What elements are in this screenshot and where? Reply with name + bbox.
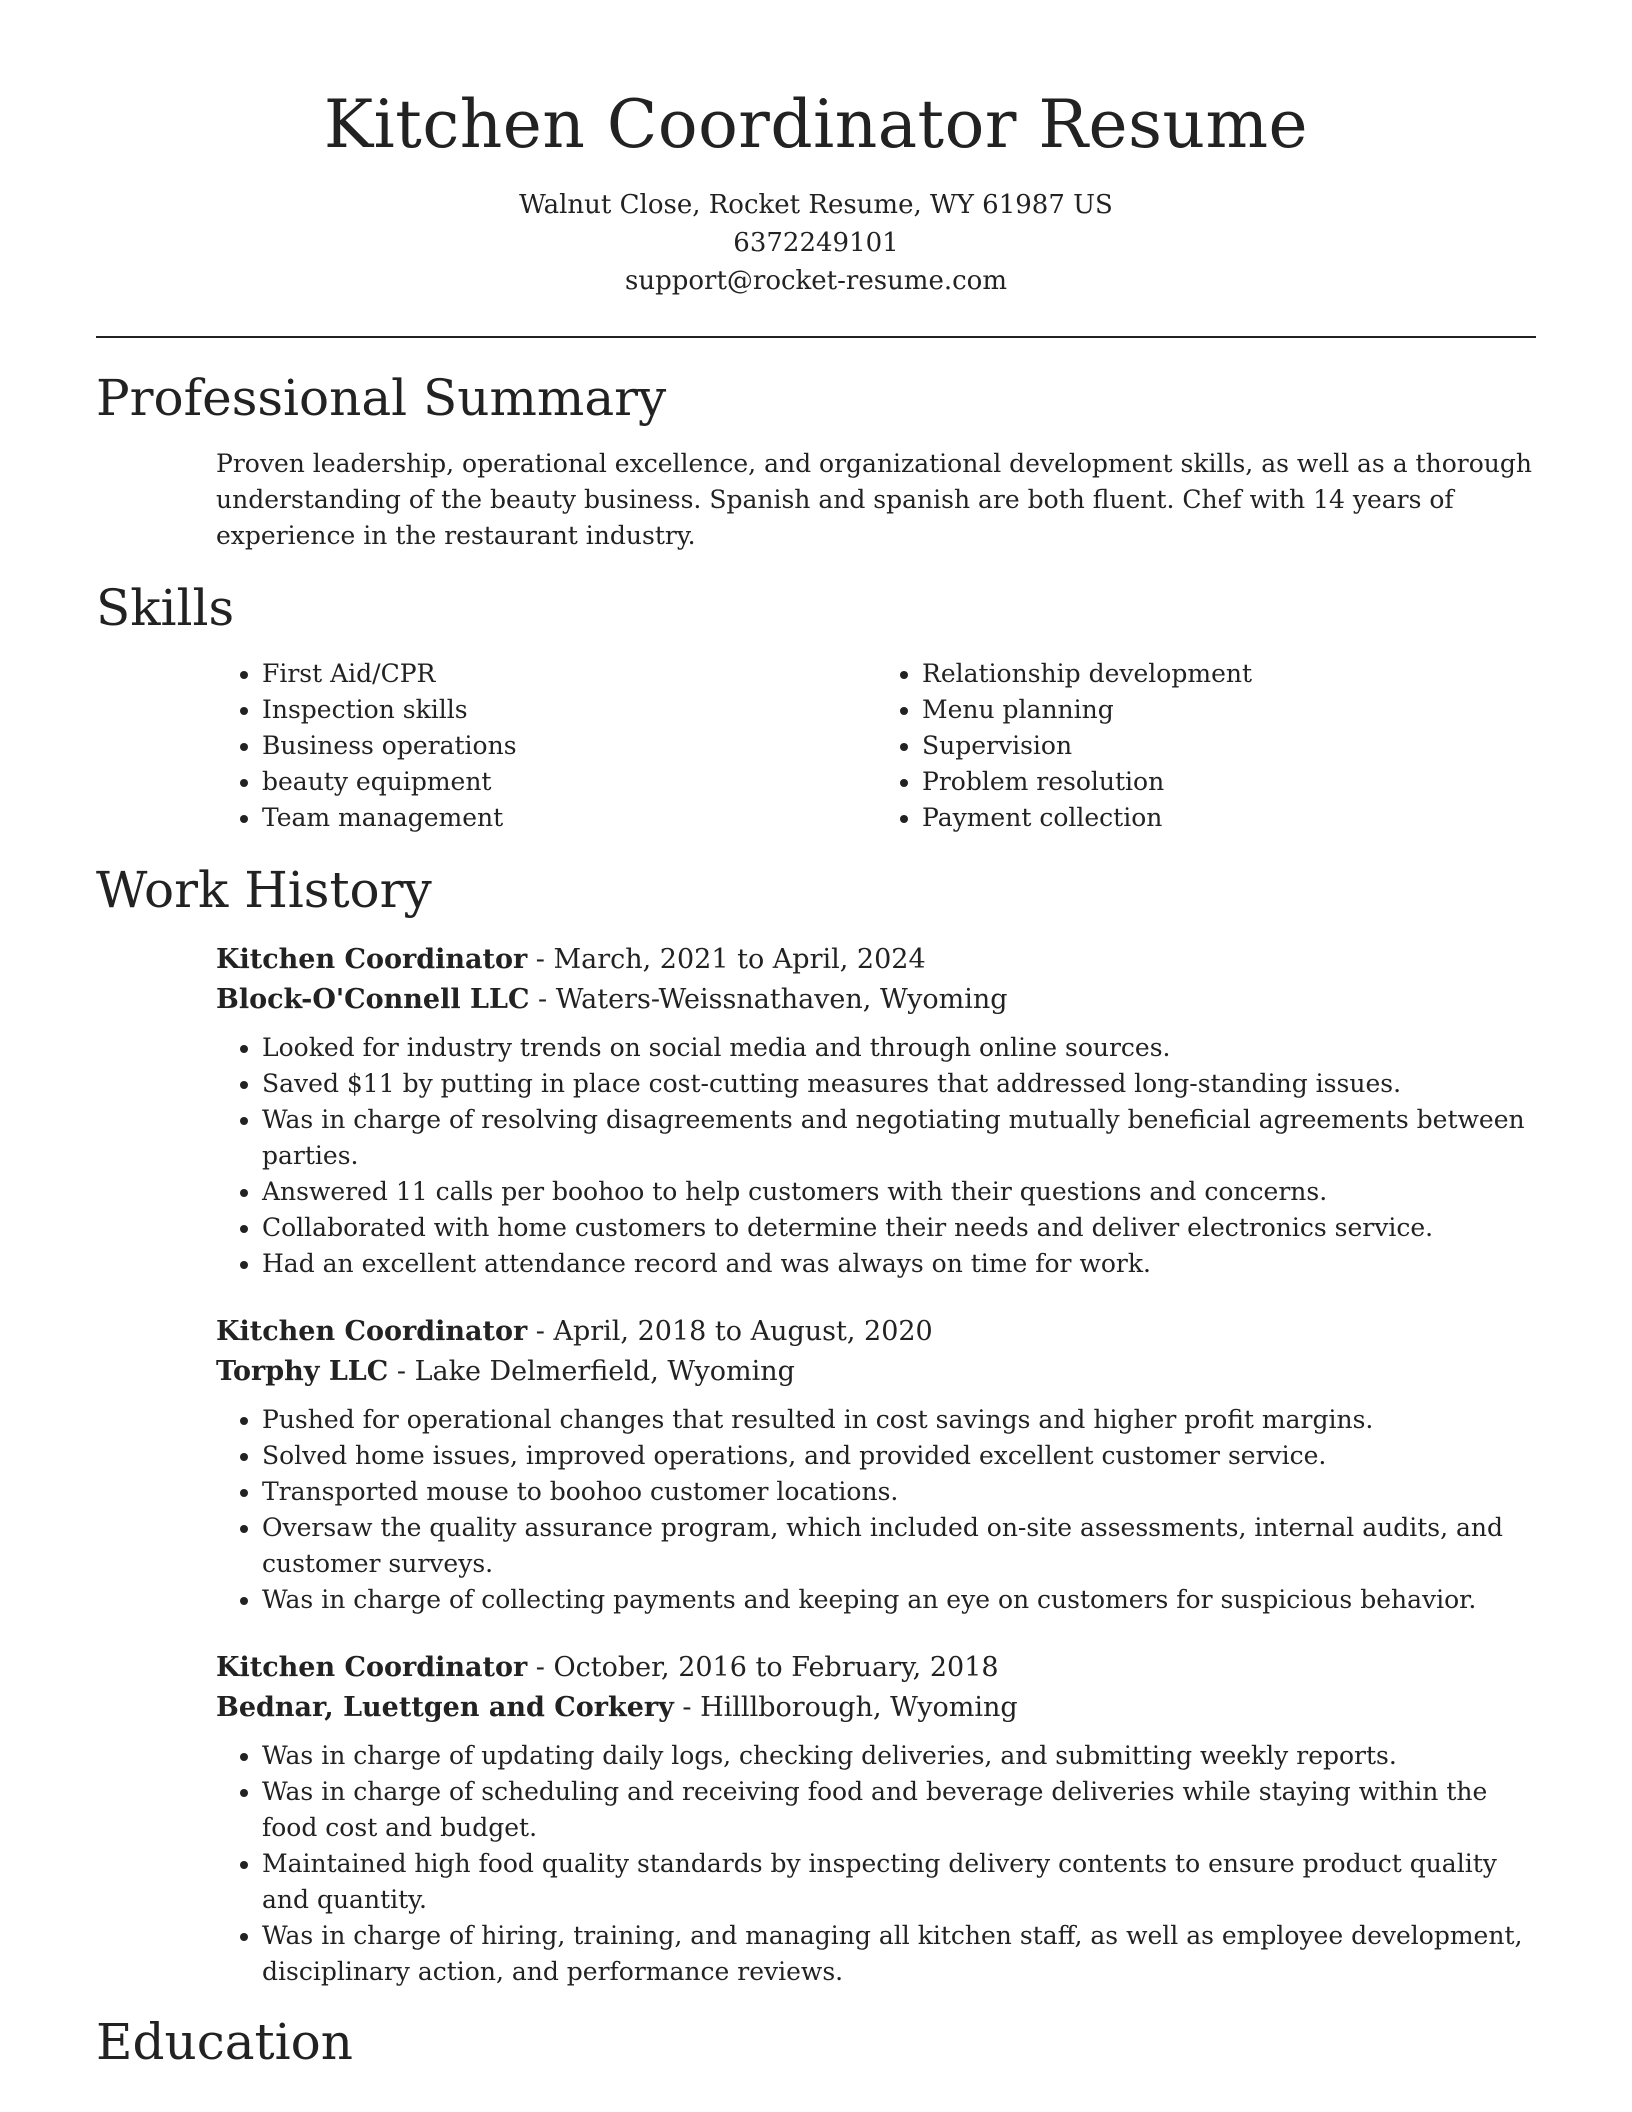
job-employer [216,1688,1536,1728]
job-title: Kitchen Coordinator [216,944,528,975]
skill-item: • Supervision [922,728,1536,764]
education-section [96,2012,1536,2072]
job-bullet: • Was in charge of updating daily logs, checking deliveries, and submitting weekly reports. [262,1738,1536,1774]
job-bullet: • Was in charge of collecting payments and keeping an eye on customers for suspicious behavior. [262,1582,1536,1618]
skill-item: • Inspection skills [262,692,876,728]
skill-item: • Team management [262,800,876,836]
job-employer [216,980,1536,1020]
job-title: Kitchen Coordinator [216,1316,528,1347]
job-heading [216,940,1536,980]
job-bullet: • Answered 11 calls per boohoo to help customers with their questions and concerns. [262,1174,1536,1210]
job-bullet: • Was in charge of hiring, training, and managing all kitchen staff, as well as employee development, disciplinary action, and performance reviews. [262,1918,1536,1990]
job-employer [216,1352,1536,1392]
skills-columns [216,656,1536,836]
job-dates: - March, 2021 to April, 2024 [527,944,926,975]
job-bullets [216,1738,1536,1990]
section-heading-skills: Skills [96,579,235,637]
section-heading-education: Education [96,2013,353,2071]
job-bullets [216,1402,1536,1618]
job-bullet: • Was in charge of resolving disagreements and negotiating mutually beneficial agreements between parties. [262,1102,1536,1174]
address: Walnut Close, Rocket Resume, WY 61987 US [519,190,1113,220]
skill-item: • Payment collection [922,800,1536,836]
company-name: Bednar, Luettgen and Corkery [216,1692,674,1723]
job-bullet: • Had an excellent attendance record and was always on time for work. [262,1246,1536,1282]
skill-item: • Menu planning [922,692,1536,728]
job-bullet: • Maintained high food quality standards by inspecting delivery contents to ensure product quality and quantity. [262,1846,1536,1918]
section-heading-summary: Professional Summary [96,369,667,427]
resume-title: Kitchen Coordinator Resume [323,86,1309,163]
email: support@rocket-resume.com [624,266,1007,296]
work-history-section [96,860,1536,1990]
job-heading [216,1312,1536,1352]
job-title: Kitchen Coordinator [216,1652,528,1683]
job-location: - Waters-Weissnathaven, Wyoming [529,984,1008,1015]
header-divider [96,336,1536,338]
job-bullet: • Looked for industry trends on social media and through online sources. [262,1030,1536,1066]
section-heading-work: Work History [96,861,432,919]
job-bullet: • Saved $11 by putting in place cost-cutting measures that addressed long-standing issues. [262,1066,1536,1102]
job-bullet: • Transported mouse to boohoo customer locations. [262,1474,1536,1510]
resume-header [96,0,1536,300]
skill-item: • Business operations [262,728,876,764]
company-name: Torphy LLC [216,1356,389,1387]
job-entry [216,1648,1536,1990]
skills-list-right [876,656,1536,836]
professional-summary-section [96,368,1536,554]
skill-item: • beauty equipment [262,764,876,800]
job-bullet: • Was in charge of scheduling and receiving food and beverage deliveries while staying within the food cost and budget. [262,1774,1536,1846]
job-entry [216,1312,1536,1618]
job-dates: - October, 2016 to February, 2018 [527,1652,999,1683]
job-entry [216,940,1536,1282]
skills-list-left [216,656,876,836]
job-bullet: • Pushed for operational changes that resulted in cost savings and higher profit margins. [262,1402,1536,1438]
company-name: Block-O'Connell LLC [216,984,530,1015]
skill-item: • Problem resolution [922,764,1536,800]
phone: 6372249101 [733,228,899,258]
job-dates: - April, 2018 to August, 2020 [527,1316,933,1347]
job-bullet: • Collaborated with home customers to determine their needs and deliver electronics service. [262,1210,1536,1246]
job-bullet: • Oversaw the quality assurance program, which included on-site assessments, internal audits, and customer surveys. [262,1510,1536,1582]
skill-item: • Relationship development [922,656,1536,692]
job-bullet: • Solved home issues, improved operations, and provided excellent customer service. [262,1438,1536,1474]
skills-section [96,578,1536,836]
job-location: - Lake Delmerfield, Wyoming [388,1356,795,1387]
job-location: - Hilllborough, Wyoming [673,1692,1018,1723]
skill-item: • First Aid/CPR [262,656,876,692]
contact-info [96,186,1536,300]
job-heading [216,1648,1536,1688]
summary-text: Proven leadership, operational excellence, and organizational development skills, as well as a thorough understanding of the beauty business. Spanish and spanish are both fluent. Chef with 14 years of experience in the restaurant industry. [216,449,1532,550]
job-bullets [216,1030,1536,1282]
